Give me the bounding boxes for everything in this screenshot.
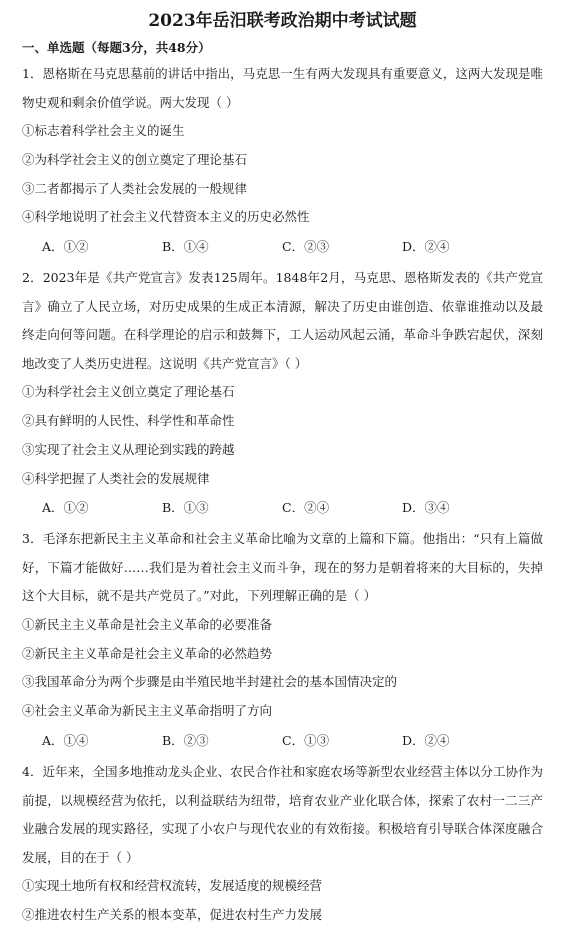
statement-option: ②为科学社会主义的创立奠定了理论基石 [22,151,248,167]
statement-option: ③实现了社会主义从理论到实践的跨越 [22,441,235,457]
answer-choices [22,493,543,523]
statement-option: ①标志着科学社会主义的诞生 [22,123,185,138]
answer-choice-c: C．②③ [282,239,330,255]
section-heading: 一、单选题（每题3分，共48分） [22,40,211,55]
question-stem: 2．2023年是《共产党宣言》发表125周年。1848年2月，马克思、恩格斯发表的《共产党宣言》确立了人民立场，对历史成果的生成正本清源，解决了历史由谁创造、依靠谁推动以及最终走向何等问题。在科学理论的启示和鼓舞下，工人运动风起云涌，革命斗争跌宕起伏，深刻地改变了人类历史进程。这说明《共产党宣言》（ ） [22,270,543,371]
statement-option: ①实现土地所有权和经营权流转，发展适度的规模经营 [22,878,323,894]
statement-option: ③我国革命分为两个步骤是由半殖民地半封建社会的基本国情决定的 [22,674,398,690]
statement-option: ④社会主义革命为新民主主义革命指明了方向 [22,703,273,719]
statement-option: ④科学地说明了社会主义代替资本主义的历史必然性 [22,209,310,225]
answer-choice-b: B．①④ [162,239,209,255]
page-title: 2023年岳汨联考政治期中考试试题 [148,11,417,31]
answer-choices [22,232,543,262]
answer-choice-c: C．②④ [282,500,330,516]
statement-option: ②推进农村生产关系的根本变革，促进农村生产力发展 [22,906,323,922]
answer-choice-a: A．①② [42,239,89,255]
answer-choice-a: A．①② [42,500,89,516]
answer-choice-d: D．②④ [402,239,450,255]
answer-choice-d: D．③④ [402,500,450,516]
answer-choice-c: C．①③ [282,733,330,749]
question-1 [22,60,543,262]
answer-choice-d: D．②④ [402,733,450,749]
statement-option: ④科学把握了人类社会的发展规律 [22,470,210,486]
question-stem: 1．恩格斯在马克思墓前的讲话中指出，马克思一生有两大发现具有重要意义，这两大发现是唯物史观和剩余价值学说。两大发现（ ） [22,66,543,110]
statement-option: ①为科学社会主义创立奠定了理论基石 [22,384,235,400]
question-4 [22,758,543,930]
statement-option: ①新民主主义革命是社会主义革命的必要准备 [22,616,273,632]
answer-choice-b: B．①③ [162,500,209,516]
statement-option: ②具有鲜明的人民性、科学性和革命性 [22,412,235,428]
question-2 [22,264,543,523]
question-stem: 4．近年来，全国多地推动龙头企业、农民合作社和家庭农场等新型农业经营主体以分工协作为前提，以规模经营为依托，以利益联结为纽带，培育农业产业化联合体，探索了农村一二三产业融合发展的现实路径，实现了小农户与现代农业的有效衔接。积极培育引导联合体深度融合发展，目的在于（ ） [22,764,543,865]
answer-choice-a: A．①④ [42,733,89,749]
question-stem: 3．毛泽东把新民主主义革命和社会主义革命比喻为文章的上篇和下篇。他指出：“只有上篇做好，下篇才能做好……我们是为着社会主义而斗争，现在的努力是朝着将来的大目标的，失掉这个大目标，就不是共产党员了。”对此，下列理解正确的是（ ） [22,531,543,604]
statement-option: ③二者都揭示了人类社会发展的一般规律 [22,180,248,196]
question-3 [22,525,543,756]
answer-choice-b: B．②③ [162,733,209,749]
statement-option: ②新民主主义革命是社会主义革命的必然趋势 [22,645,273,661]
answer-choices [22,726,543,756]
